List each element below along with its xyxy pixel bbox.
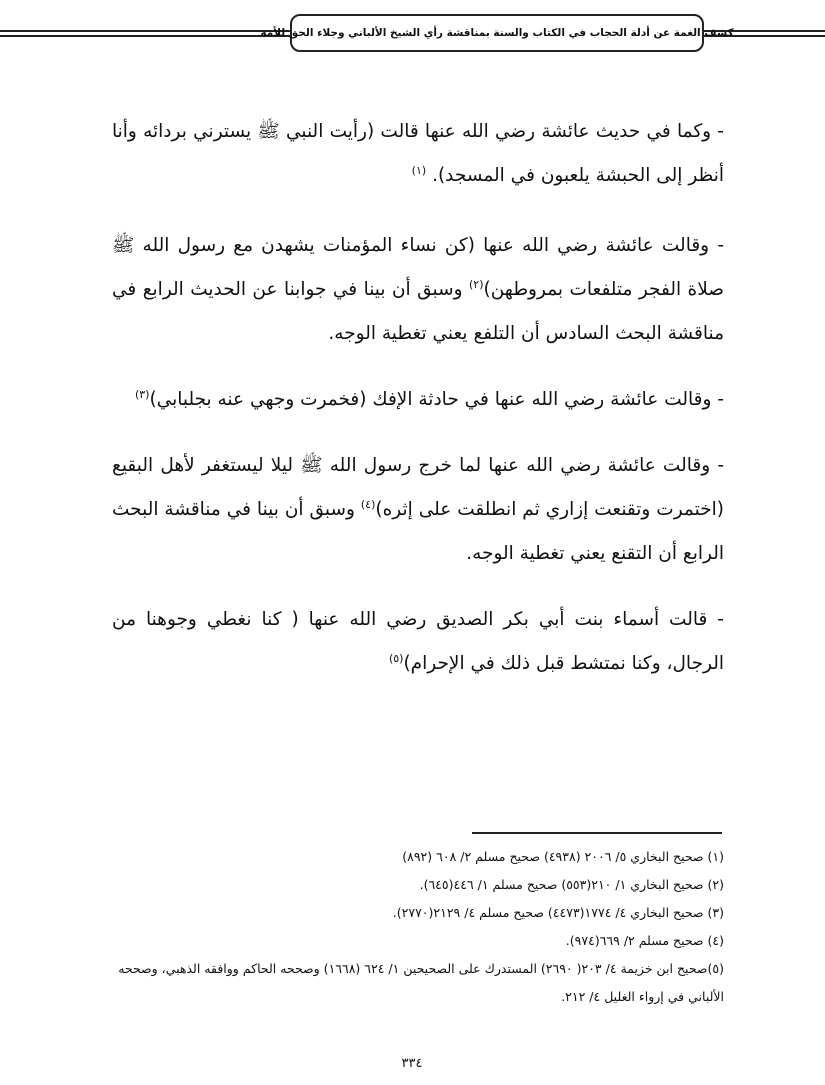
body-paragraph-3 xyxy=(112,378,724,422)
footnote-ref[interactable]: (٤) xyxy=(360,497,376,511)
footnote-2: (٢) صحيح البخاري ١/ ٢١٠(٥٥٣) صحيح مسلم ١/ ٤٤٦(٦٤٥). xyxy=(419,877,724,892)
footnote-1: (١) صحيح البخاري ٥/ ٢٠٠٦ (٤٩٣٨) صحيح مسلم ٢/ ٦٠٨ (٨٩٢) xyxy=(402,849,724,864)
footnote-5: (٥)صحيح ابن خزيمة ٤/ ٢٠٣( ٢٦٩٠) المستدرك على الصحيحين ١/ ٦٢٤ (١٦٦٨) وصححه الحاكم ووافقه الذهبي، وصححه الألباني في إرواء الغليل ٤/ ٢١٢. xyxy=(118,961,724,1004)
paragraph-text: - قالت أسماء بنت أبي بكر الصديق رضي الله عنها ( كنا نغطي وجوهنا من الرجال، وكنا نمتشط قبل ذلك في الإحرام) xyxy=(112,609,724,674)
body-paragraph-5 xyxy=(112,598,724,686)
footnote-separator xyxy=(472,832,722,834)
footnote-3: (٣) صحيح البخاري ٤/ ١٧٧٤(٤٤٧٣) صحيح مسلم ٤/ ٢١٢٩(٢٧٧٠). xyxy=(392,905,724,920)
footnote-ref[interactable]: (٣) xyxy=(134,387,150,401)
paragraph-text: - وقالت عائشة رضي الله عنها (كن نساء المؤمنات يشهدن مع رسول الله ﷺ صلاة الفجر متلفعات بمروطهن) xyxy=(112,235,724,300)
paragraph-text-continued: وسبق أن بينا في جوابنا عن الحديث الرابع في مناقشة البحث السادس أن التلفع يعني تغطية الوجه. xyxy=(112,279,724,344)
running-header-title: كشف الغمة عن أدلة الحجاب في الكتاب والسنة بمناقشة رأي الشيخ الألباني وجلاء الحق للأمة xyxy=(260,27,734,39)
footnote-ref[interactable]: (٢) xyxy=(468,277,484,291)
paragraph-text: - وقالت عائشة رضي الله عنها في حادثة الإفك (فخمرت وجهي عنه بجلبابي) xyxy=(149,389,724,410)
page-number: ٣٣٤ xyxy=(401,1056,423,1071)
paragraph-text: - وكما في حديث عائشة رضي الله عنها قالت (رأيت النبي ﷺ يسترني بردائه وأنا أنظر إلى الحبشة يلعبون في المسجد). xyxy=(112,121,724,186)
paragraph-text-continued: وسبق أن بينا في مناقشة البحث الرابع أن التقنع يعني تغطية الوجه. xyxy=(112,499,724,564)
running-header xyxy=(260,14,734,52)
footnote-ref[interactable]: (١) xyxy=(411,163,427,177)
footnote-4: (٤) صحيح مسلم ٢/ ٦٦٩(٩٧٤). xyxy=(565,933,724,948)
body-paragraph-1 xyxy=(112,110,724,198)
body-paragraph-2 xyxy=(112,224,724,356)
paragraph-text: - وقالت عائشة رضي الله عنها لما خرج رسول الله ﷺ ليلا ليستغفر لأهل البقيع (اختمرت وتقنعت إزاري ثم انطلقت على إثره) xyxy=(112,455,724,520)
footnote-ref[interactable]: (٥) xyxy=(388,651,404,665)
body-paragraph-4 xyxy=(112,444,724,576)
footnotes-section xyxy=(110,843,724,1011)
